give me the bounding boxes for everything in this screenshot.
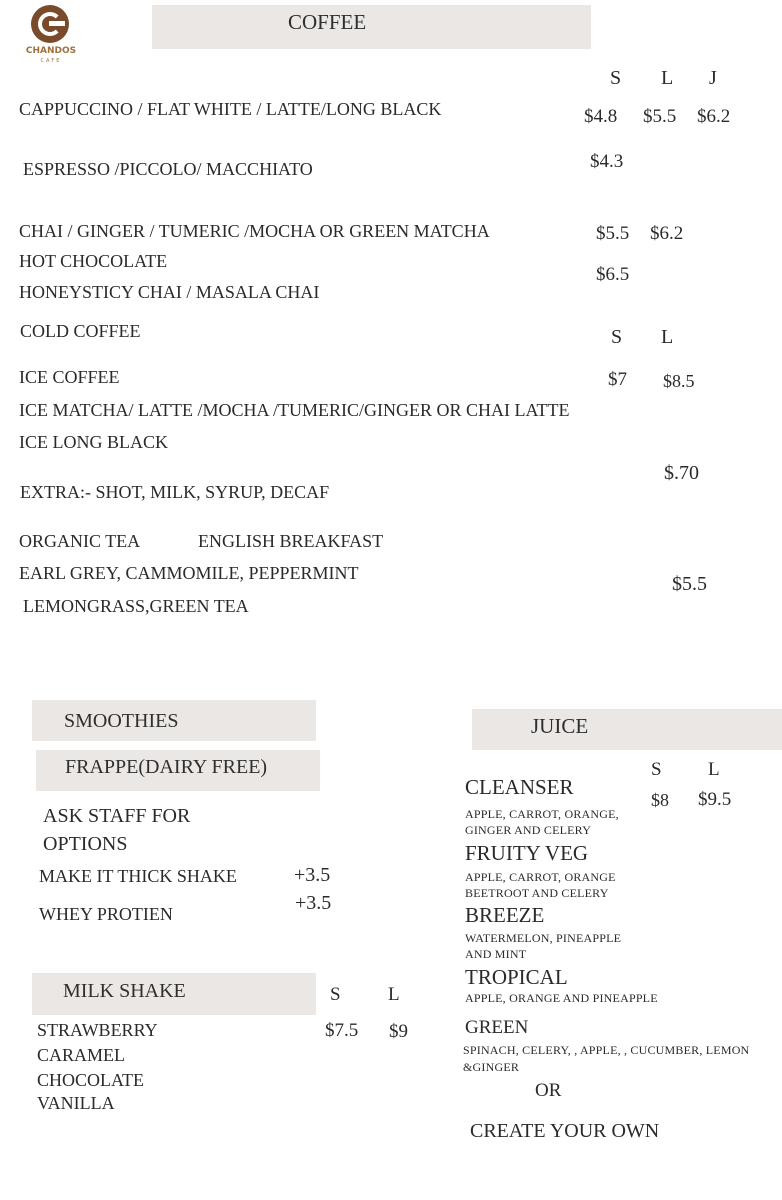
- juice-header-band: [472, 709, 782, 750]
- coffee-title: COFFEE: [288, 10, 367, 34]
- menu-item-lemongrass: LEMONGRASS,GREEN TEA: [23, 596, 249, 616]
- size-header-l: L: [388, 984, 400, 1005]
- smoothies-title: SMOOTHIES: [64, 710, 179, 732]
- price: $4.3: [590, 151, 624, 172]
- price: $6.2: [697, 106, 731, 127]
- price: $4.8: [584, 106, 618, 127]
- menu-item-extras: EXTRA:- SHOT, MILK, SYRUP, DECAF: [20, 482, 330, 502]
- menu-item-ice-long-black: ICE LONG BLACK: [19, 432, 168, 452]
- menu-item-earl-grey: EARL GREY, CAMMOMILE, PEPPERMINT: [19, 563, 359, 583]
- milkshake-flavor: CARAMEL: [37, 1045, 126, 1065]
- milkshake-flavor: CHOCOLATE: [37, 1070, 144, 1090]
- size-header-s: S: [330, 984, 341, 1005]
- juice-item-fruity-veg: FRUITY VEG: [465, 841, 589, 865]
- coffee-header-band: [152, 5, 591, 49]
- logo-icon: [31, 5, 69, 43]
- price: $5.5: [596, 223, 630, 244]
- addon-thick-shake: MAKE IT THICK SHAKE: [39, 866, 237, 886]
- menu-item-ice-coffee: ICE COFFEE: [19, 367, 120, 387]
- juice-desc: &GINGER: [463, 1060, 520, 1074]
- menu-item-english-breakfast: ENGLISH BREAKFAST: [198, 531, 384, 551]
- juice-title: JUICE: [531, 714, 589, 738]
- juice-desc: GINGER AND CELERY: [465, 823, 592, 837]
- menu-item-honeysticy-chai: HONEYSTICY CHAI / MASALA CHAI: [19, 282, 320, 302]
- or-text: OR: [535, 1080, 562, 1101]
- logo-subtitle: CAFE: [40, 58, 62, 64]
- juice-item-cleanser: CLEANSER: [465, 775, 574, 799]
- size-header-l: L: [661, 326, 674, 348]
- menu-item-hot-chocolate: HOT CHOCOLATE: [19, 251, 168, 271]
- juice-item-breeze: BREEZE: [465, 903, 545, 927]
- price: $9.5: [698, 789, 732, 810]
- juice-desc: WATERMELON, PINEAPPLE: [465, 931, 622, 945]
- juice-desc: APPLE, CARROT, ORANGE: [465, 870, 616, 884]
- price: $7: [608, 369, 627, 390]
- price: $6.2: [650, 223, 684, 244]
- juice-item-tropical: TROPICAL: [465, 965, 568, 989]
- size-header-s: S: [651, 759, 662, 780]
- logo-name: CHANDOS: [25, 46, 77, 56]
- cold-coffee-title: COLD COFFEE: [20, 321, 141, 341]
- price: $9: [389, 1021, 408, 1042]
- menu-item-cappuccino: CAPPUCCINO / FLAT WHITE / LATTE/LONG BLACK: [19, 99, 442, 119]
- price: $6.5: [596, 264, 630, 285]
- price: $7.5: [325, 1020, 359, 1041]
- juice-item-green: GREEN: [465, 1017, 529, 1038]
- milkshake-flavor: STRAWBERRY: [37, 1020, 158, 1040]
- size-header-l: L: [661, 67, 674, 89]
- create-your-own-text: CREATE YOUR OWN: [470, 1120, 660, 1142]
- menu-item-ice-matcha: ICE MATCHA/ LATTE /MOCHA /TUMERIC/GINGER OR CHAI LATTE: [19, 400, 570, 420]
- price: $8: [651, 790, 669, 810]
- juice-desc: BEETROOT AND CELERY: [465, 886, 609, 900]
- menu-item-organic-tea: ORGANIC TEA: [19, 531, 141, 551]
- size-header-s: S: [610, 67, 622, 89]
- size-header-s: S: [611, 326, 623, 348]
- frappe-title: FRAPPE(DAIRY FREE): [65, 756, 268, 778]
- addon-price: +3.5: [295, 892, 332, 914]
- addon-price: +3.5: [294, 864, 331, 886]
- juice-desc: APPLE, ORANGE AND PINEAPPLE: [465, 991, 658, 1005]
- juice-desc: AND MINT: [465, 947, 527, 961]
- price: $8.5: [663, 371, 695, 391]
- size-header-j: J: [709, 67, 717, 89]
- price: $5.5: [672, 573, 707, 595]
- size-header-l: L: [708, 759, 720, 780]
- menu-item-espresso: ESPRESSO /PICCOLO/ MACCHIATO: [23, 159, 313, 179]
- juice-desc: APPLE, CARROT, ORANGE,: [465, 807, 619, 821]
- menu-item-chai: CHAI / GINGER / TUMERIC /MOCHA OR GREEN MATCHA: [19, 221, 490, 241]
- milkshake-title: MILK SHAKE: [63, 980, 186, 1002]
- price: $.70: [664, 462, 699, 484]
- milkshake-flavor: VANILLA: [37, 1093, 115, 1113]
- ask-staff-text: OPTIONS: [43, 833, 128, 855]
- price: $5.5: [643, 106, 677, 127]
- juice-desc: SPINACH, CELERY, , APPLE, , CUCUMBER, LEMON: [463, 1043, 750, 1057]
- addon-whey-protein: WHEY PROTIEN: [39, 904, 173, 924]
- ask-staff-text: ASK STAFF FOR: [43, 805, 191, 827]
